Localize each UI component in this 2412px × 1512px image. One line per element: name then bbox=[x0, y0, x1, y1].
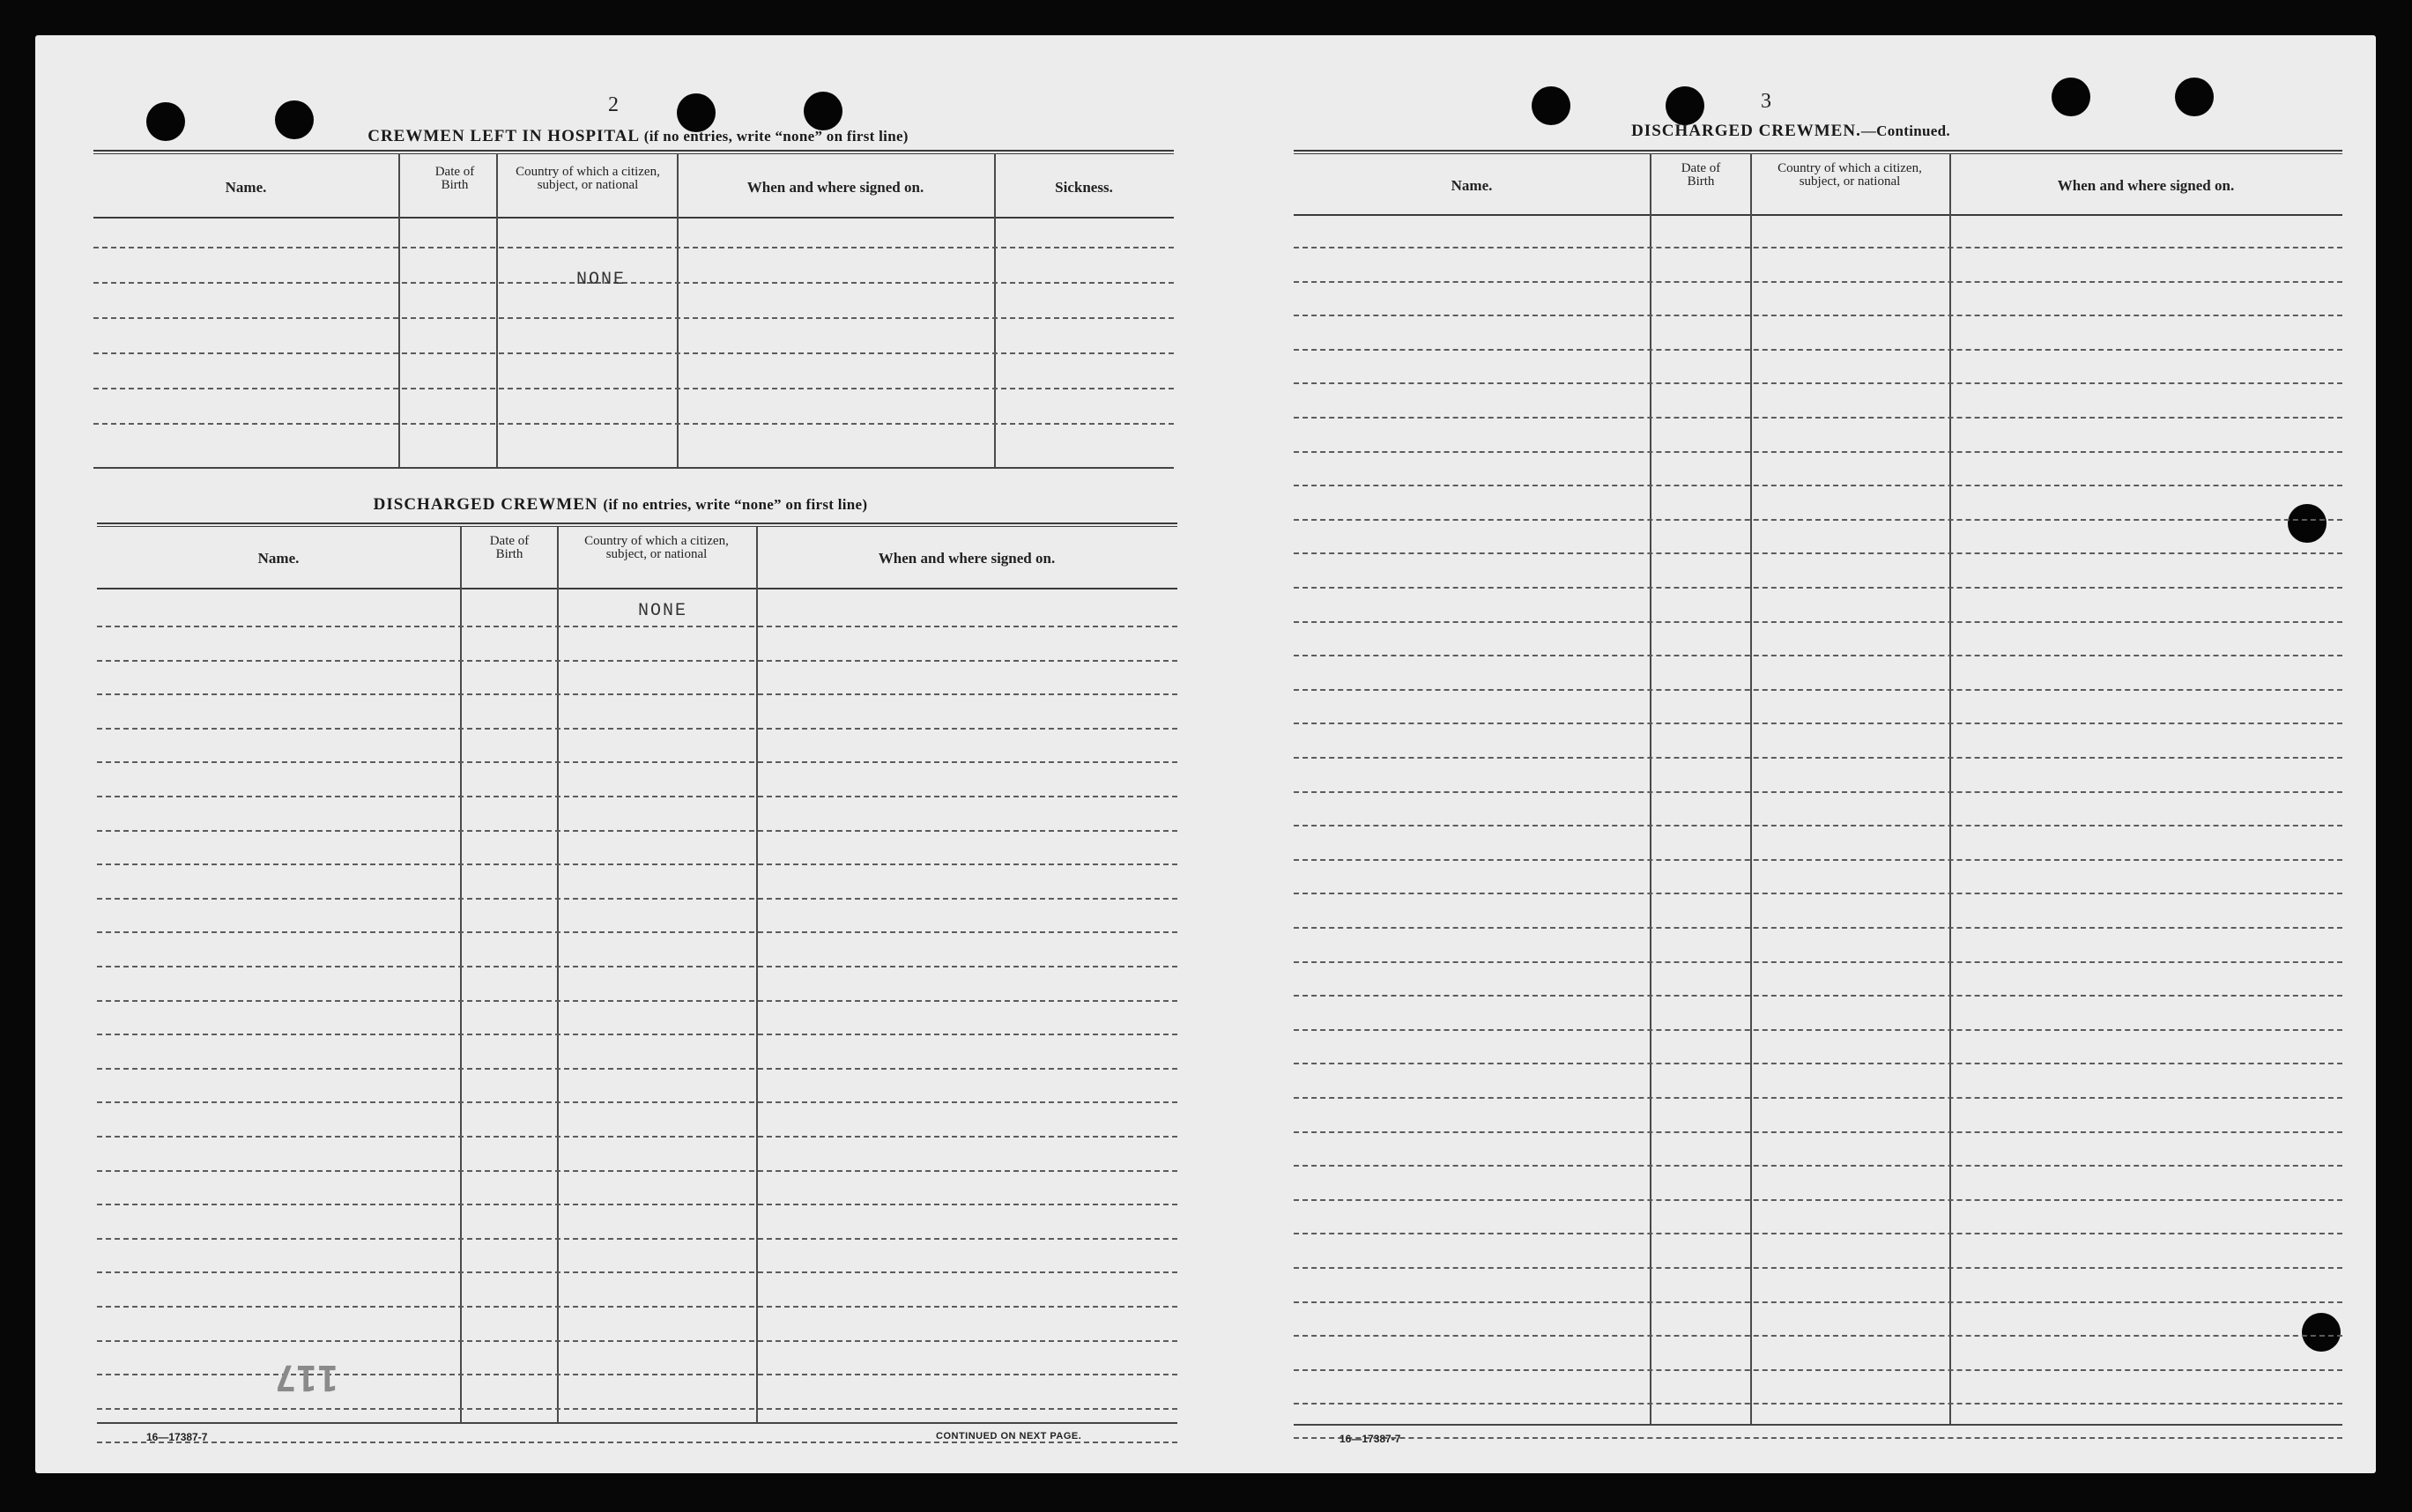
ruled-line bbox=[1294, 485, 2342, 486]
ruled-line bbox=[97, 1238, 1177, 1240]
hospital-table bbox=[93, 150, 1174, 469]
ruled-line bbox=[1294, 995, 2342, 997]
ruled-line bbox=[97, 1136, 1177, 1138]
ruled-line bbox=[1294, 961, 2342, 963]
ruled-line bbox=[1294, 1199, 2342, 1201]
ruled-line bbox=[1294, 1335, 2342, 1337]
ruled-line bbox=[1294, 1097, 2342, 1099]
ruled-line bbox=[97, 1306, 1177, 1308]
column-header-date-of-birth: Date of Birth bbox=[1681, 161, 1721, 189]
ruled-line bbox=[1294, 1131, 2342, 1133]
ruled-line bbox=[1294, 927, 2342, 929]
column-header-name: Name. bbox=[225, 179, 267, 196]
ruled-line bbox=[97, 761, 1177, 763]
ruled-line bbox=[1294, 1063, 2342, 1064]
ruled-line bbox=[97, 1271, 1177, 1273]
entry-none: NONE bbox=[638, 601, 688, 621]
ruled-line bbox=[97, 1374, 1177, 1375]
page-number: 3 bbox=[1761, 90, 1771, 113]
ruled-line bbox=[1294, 1403, 2342, 1405]
ruled-line bbox=[1294, 825, 2342, 826]
ruled-line bbox=[1294, 382, 2342, 384]
ruled-line bbox=[1294, 689, 2342, 691]
ruled-line bbox=[1294, 1233, 2342, 1234]
ruled-line bbox=[1294, 1301, 2342, 1303]
ruled-line bbox=[1294, 349, 2342, 351]
ruled-line bbox=[97, 1068, 1177, 1070]
ruled-line bbox=[1294, 893, 2342, 894]
ruled-line bbox=[97, 728, 1177, 730]
page-number: 2 bbox=[608, 93, 619, 116]
column-header-date-of-birth: Date of Birth bbox=[489, 534, 530, 561]
ruled-line bbox=[1294, 519, 2342, 521]
left-page bbox=[35, 35, 1206, 1473]
ruled-line bbox=[1294, 791, 2342, 793]
ruled-line bbox=[1294, 417, 2342, 419]
discharged-continued-title: DISCHARGED CREWMEN.—Continued. bbox=[1631, 122, 1950, 140]
entry-none: NONE bbox=[576, 270, 627, 290]
column-header-signed-on: When and where signed on. bbox=[878, 550, 1056, 567]
ruled-line bbox=[1294, 1165, 2342, 1167]
form-number: 16—17387-7 bbox=[1340, 1433, 1401, 1445]
column-header-date-of-birth: Date of Birth bbox=[434, 165, 475, 192]
ruled-line bbox=[1294, 587, 2342, 589]
discharged-table bbox=[97, 485, 1177, 1424]
column-header-country: Country of which a citizen, subject, or national bbox=[516, 165, 660, 192]
pencil-mark: 117 bbox=[275, 1357, 339, 1397]
ruled-line bbox=[97, 1408, 1177, 1410]
ruled-line bbox=[97, 898, 1177, 900]
ruled-line bbox=[97, 660, 1177, 662]
ruled-line bbox=[97, 830, 1177, 832]
ruled-line bbox=[1294, 451, 2342, 453]
ruled-line bbox=[97, 693, 1177, 695]
ruled-line bbox=[1294, 723, 2342, 724]
ruled-line bbox=[1294, 552, 2342, 554]
ruled-line bbox=[97, 1340, 1177, 1342]
ruled-line bbox=[97, 1101, 1177, 1103]
ruled-line bbox=[1294, 1437, 2342, 1439]
column-header-signed-on: When and where signed on. bbox=[2057, 177, 2235, 194]
column-header-sickness: Sickness. bbox=[1055, 179, 1113, 196]
discharged-section-title: DISCHARGED CREWMEN (if no entries, write “none” on first line) bbox=[373, 495, 868, 514]
continued-note: CONTINUED ON NEXT PAGE. bbox=[936, 1431, 1082, 1442]
ruled-line bbox=[97, 626, 1177, 627]
column-header-name: Name. bbox=[1451, 177, 1493, 194]
ruled-line bbox=[97, 796, 1177, 797]
ruled-line bbox=[93, 282, 1174, 284]
hospital-section-title: CREWMEN LEFT IN HOSPITAL (if no entries, write “none” on first line) bbox=[367, 127, 909, 145]
column-header-signed-on: When and where signed on. bbox=[746, 179, 924, 196]
ruled-line bbox=[93, 423, 1174, 425]
ruled-line bbox=[97, 1442, 1177, 1443]
ruled-line bbox=[1294, 1029, 2342, 1031]
column-header-name: Name. bbox=[257, 550, 300, 567]
discharged-continued-table bbox=[1294, 150, 2342, 1426]
ruled-line bbox=[1294, 1267, 2342, 1269]
ruled-line bbox=[97, 1000, 1177, 1002]
ruled-line bbox=[93, 388, 1174, 389]
ruled-line bbox=[1294, 621, 2342, 623]
ruled-line bbox=[97, 1170, 1177, 1172]
ruled-line bbox=[97, 1034, 1177, 1035]
ruled-line bbox=[1294, 757, 2342, 759]
scanned-document bbox=[35, 35, 2376, 1473]
form-number: 16—17387-7 bbox=[146, 1431, 208, 1443]
ruled-line bbox=[1294, 859, 2342, 861]
column-header-country: Country of which a citizen, subject, or national bbox=[1777, 161, 1922, 189]
ruled-line bbox=[1294, 655, 2342, 656]
ruled-line bbox=[93, 317, 1174, 319]
column-header-country: Country of which a citizen, subject, or national bbox=[584, 534, 729, 561]
right-page bbox=[1206, 35, 2376, 1473]
ruled-line bbox=[1294, 247, 2342, 248]
ruled-line bbox=[97, 863, 1177, 865]
ruled-line bbox=[93, 247, 1174, 248]
ruled-line bbox=[97, 966, 1177, 967]
ruled-line bbox=[97, 1204, 1177, 1205]
ruled-line bbox=[1294, 281, 2342, 283]
ruled-line bbox=[93, 352, 1174, 354]
ruled-line bbox=[97, 931, 1177, 933]
ruled-line bbox=[1294, 315, 2342, 316]
ruled-line bbox=[1294, 1369, 2342, 1371]
